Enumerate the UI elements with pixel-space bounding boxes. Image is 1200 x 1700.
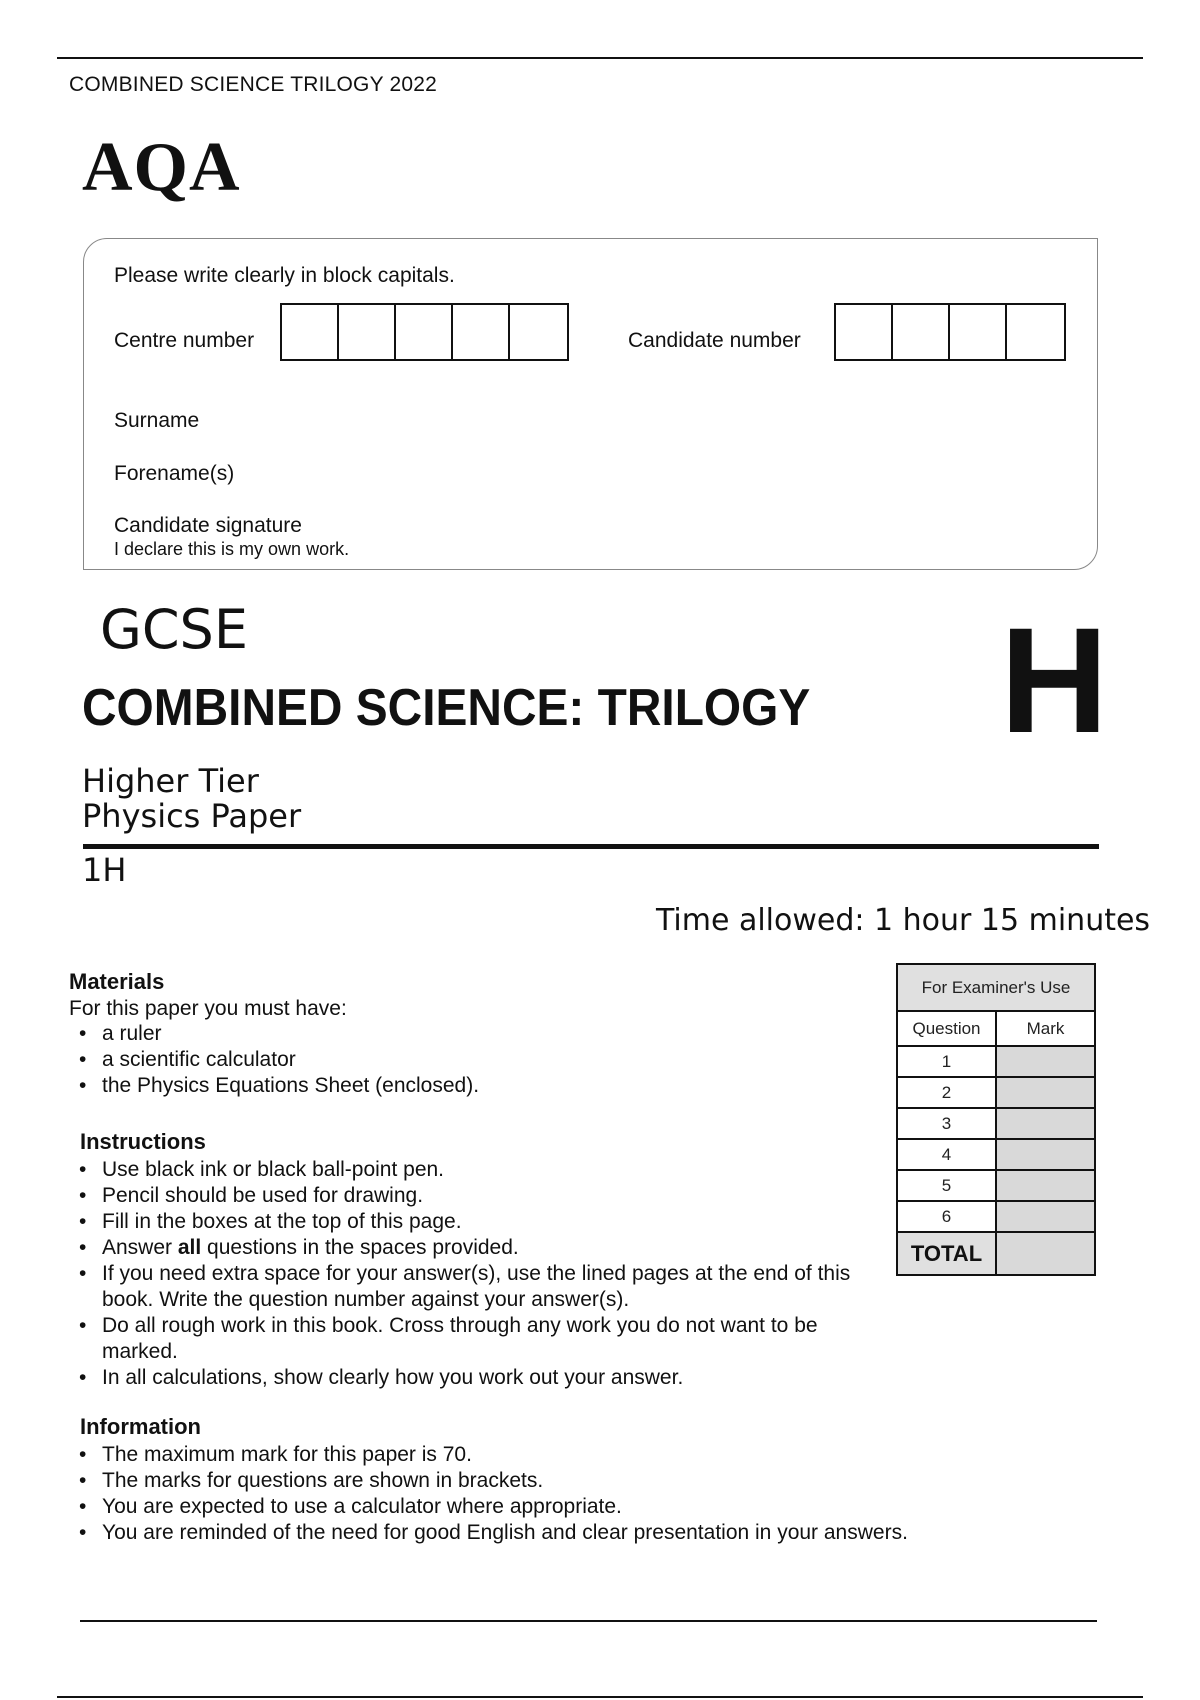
information-section	[69, 1414, 1069, 1546]
table-row	[897, 1108, 1095, 1139]
qualification-title: GCSE	[100, 598, 248, 661]
tier-letter: H	[1000, 596, 1109, 764]
list-item: • Fill in the boxes at the top of this page.	[69, 1209, 889, 1235]
tier-line: Higher Tier	[82, 762, 259, 800]
materials-title: Materials	[69, 969, 165, 994]
instructions-title: Instructions	[80, 1129, 206, 1154]
list-item: • the Physics Equations Sheet (enclosed).	[69, 1073, 889, 1099]
list-item: • If you need extra space for your answer(s), use the lined pages at the end of this book. Write the question number against your answer(s).	[69, 1261, 889, 1313]
candidate-number-label: Candidate number	[628, 329, 801, 352]
list-item: • The marks for questions are shown in brackets.	[69, 1468, 1069, 1494]
subject-title: COMBINED SCIENCE: TRILOGY	[82, 679, 811, 737]
list-item: • a ruler	[69, 1021, 889, 1047]
instructions-list	[69, 1157, 889, 1391]
bottom-rule	[57, 1696, 1143, 1698]
mark-cell	[996, 1077, 1095, 1108]
centre-number-digit-box[interactable]	[339, 305, 396, 359]
centre-number-digit-box[interactable]	[282, 305, 339, 359]
candidate-number-digit-box[interactable]	[893, 305, 950, 359]
candidate-number-boxes[interactable]	[834, 303, 1066, 361]
total-row	[897, 1232, 1095, 1275]
footer-rule	[80, 1620, 1097, 1622]
list-item: • Do all rough work in this book. Cross through any work you do not want to be marked.	[69, 1313, 889, 1365]
own-work-declaration: I declare this is my own work.	[114, 539, 350, 559]
examiner-use-title: For Examiner's Use	[897, 964, 1095, 1011]
forename-label: Forename(s)	[114, 462, 235, 485]
time-allowed: Time allowed: 1 hour 15 minutes	[656, 903, 1151, 938]
question-number: 3	[897, 1108, 996, 1139]
emphasis: all	[177, 1236, 202, 1259]
question-number: 4	[897, 1139, 996, 1170]
list-item: • a scientific calculator	[69, 1047, 889, 1073]
aqa-logo: AQA	[82, 129, 241, 206]
centre-number-digit-box[interactable]	[396, 305, 453, 359]
examiner-use-table	[896, 963, 1096, 1276]
block-capitals-instruction: Please write clearly in block capitals.	[114, 264, 455, 287]
top-rule	[57, 57, 1143, 59]
signature-label: Candidate signature	[114, 514, 302, 537]
surname-label: Surname	[114, 409, 200, 432]
table-row	[897, 1201, 1095, 1232]
table-row	[897, 1077, 1095, 1108]
centre-number-boxes[interactable]	[280, 303, 569, 361]
table-row	[897, 1046, 1095, 1077]
materials-list	[69, 1021, 889, 1099]
centre-number-digit-box[interactable]	[510, 305, 567, 359]
table-row	[897, 1170, 1095, 1201]
centre-number-digit-box[interactable]	[453, 305, 510, 359]
instructions-section	[69, 1129, 889, 1391]
mark-cell	[996, 1108, 1095, 1139]
mark-cell	[996, 1139, 1095, 1170]
list-item: • In all calculations, show clearly how you work out your answer.	[69, 1365, 889, 1391]
centre-number-label: Centre number	[114, 329, 255, 352]
list-item: • The maximum mark for this paper is 70.	[69, 1442, 1069, 1468]
tier-description	[82, 764, 301, 834]
question-number: 5	[897, 1170, 996, 1201]
question-number: 6	[897, 1201, 996, 1232]
candidate-number-digit-box[interactable]	[836, 305, 893, 359]
total-mark-cell	[996, 1232, 1095, 1275]
list-item: • You are expected to use a calculator where appropriate.	[69, 1494, 1069, 1520]
question-number: 1	[897, 1046, 996, 1077]
table-row	[897, 1139, 1095, 1170]
header-title: COMBINED SCIENCE TRILOGY 2022	[69, 73, 437, 96]
question-column-header: Question	[897, 1011, 996, 1046]
list-item: • Pencil should be used for drawing.	[69, 1183, 889, 1209]
candidate-number-digit-box[interactable]	[1007, 305, 1064, 359]
paper-code: 1H	[82, 851, 127, 889]
total-label: TOTAL	[897, 1232, 996, 1275]
list-item: • Answer all questions in the spaces provided.	[69, 1235, 889, 1261]
information-title: Information	[80, 1414, 201, 1439]
information-list	[69, 1442, 1069, 1546]
mark-cell	[996, 1201, 1095, 1232]
title-rule	[83, 844, 1099, 849]
list-item: • You are reminded of the need for good English and clear presentation in your answers.	[69, 1520, 1069, 1546]
question-number: 2	[897, 1077, 996, 1108]
materials-intro: For this paper you must have:	[69, 997, 347, 1020]
materials-section	[69, 969, 889, 1099]
mark-cell	[996, 1170, 1095, 1201]
mark-cell	[996, 1046, 1095, 1077]
mark-column-header: Mark	[996, 1011, 1095, 1046]
candidate-number-digit-box[interactable]	[950, 305, 1007, 359]
paper-name: Physics Paper	[82, 797, 302, 835]
list-item: • Use black ink or black ball-point pen.	[69, 1157, 889, 1183]
